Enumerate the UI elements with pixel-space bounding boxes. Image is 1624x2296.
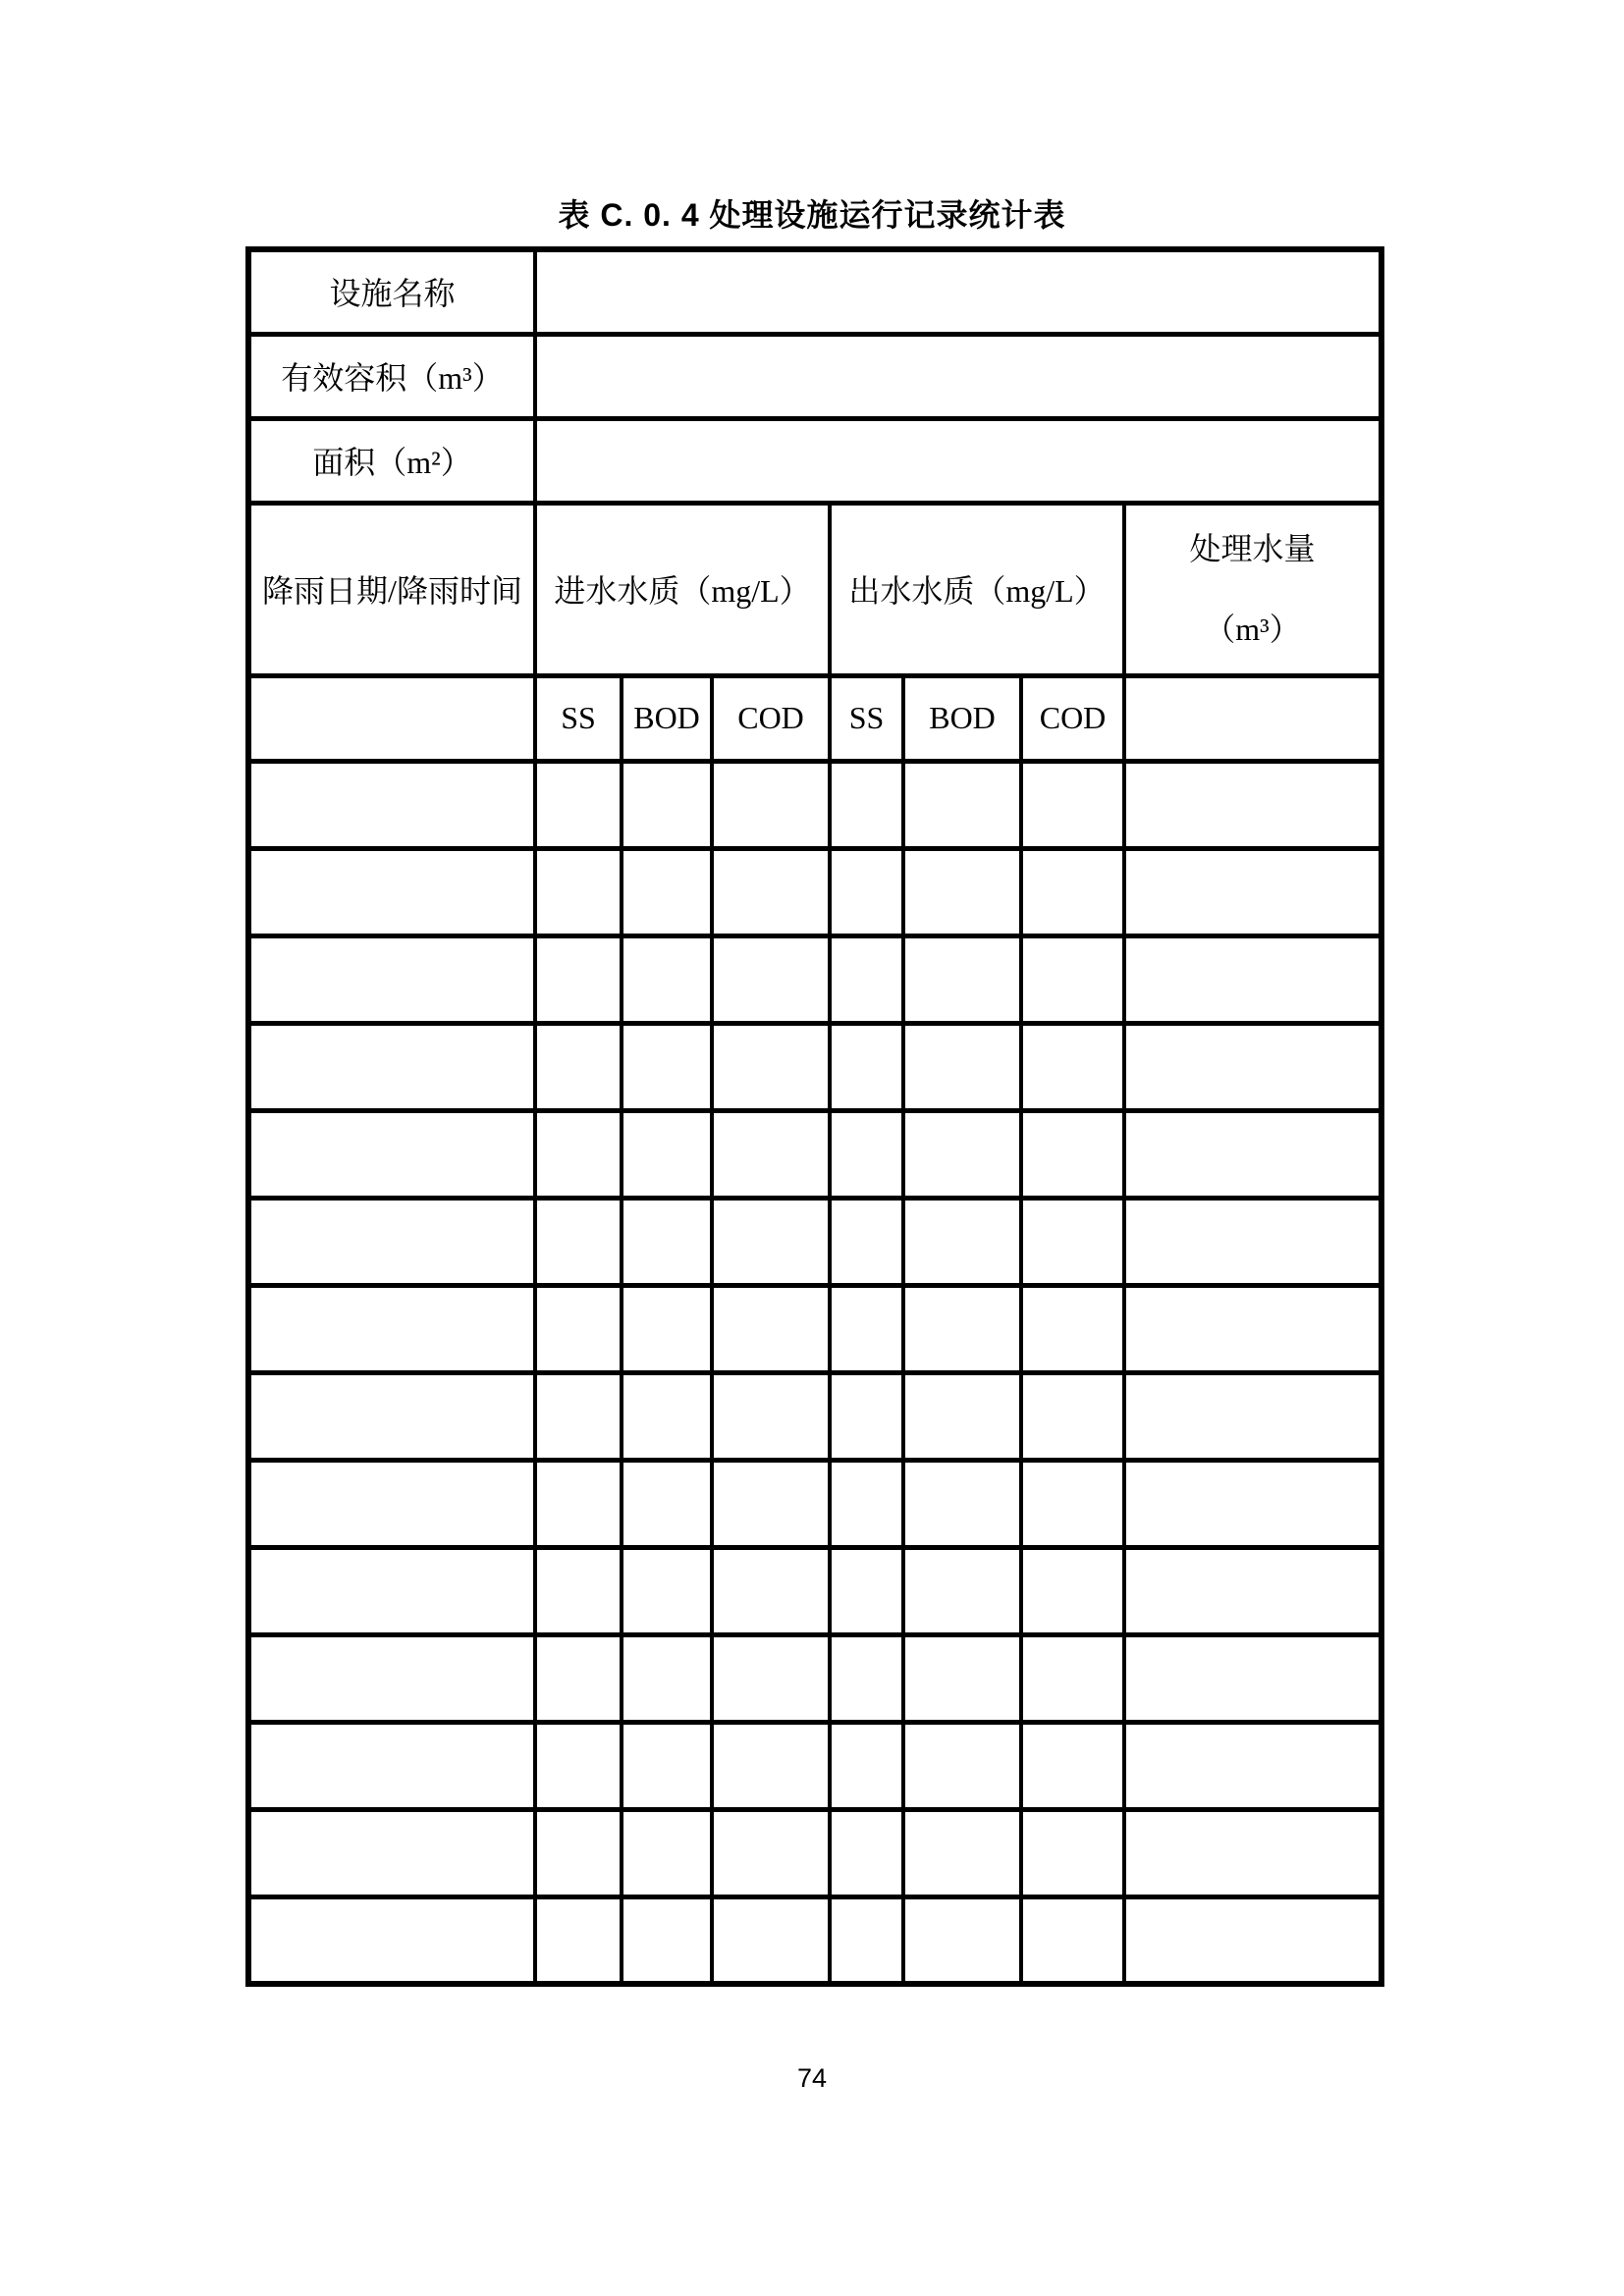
record-cell [1124, 1722, 1381, 1809]
record-cell [1021, 1372, 1124, 1460]
record-row [248, 1896, 1381, 1984]
facility-name-label: 设施名称 [248, 249, 535, 334]
record-cell [622, 1547, 712, 1634]
record-cell [830, 1110, 903, 1198]
record-cell [830, 1285, 903, 1372]
record-cell [1124, 1372, 1381, 1460]
record-cell [903, 1198, 1021, 1285]
record-cell [1021, 1722, 1124, 1809]
record-cell [903, 1460, 1021, 1547]
subheader-influent-cod: COD [712, 675, 830, 761]
record-cell [1124, 1896, 1381, 1984]
record-cell [712, 761, 830, 848]
record-cell [1124, 848, 1381, 935]
record-cell [1124, 1285, 1381, 1372]
record-cell [622, 1634, 712, 1722]
effective-volume-value [535, 334, 1381, 418]
record-cell [248, 848, 535, 935]
record-cell [1124, 761, 1381, 848]
record-cell [1021, 935, 1124, 1023]
record-cell [1124, 1547, 1381, 1634]
rain-date-time-header: 降雨日期/降雨时间 [248, 503, 535, 675]
record-cell [622, 761, 712, 848]
sub-header-row [248, 675, 1381, 761]
record-cell [903, 1372, 1021, 1460]
effective-volume-label: 有效容积（m³） [248, 334, 535, 418]
area-value [535, 418, 1381, 503]
record-cell [535, 761, 622, 848]
record-row [248, 935, 1381, 1023]
record-cell [830, 1372, 903, 1460]
sub-header-volume-empty [1124, 675, 1381, 761]
record-row [248, 1634, 1381, 1722]
subheader-effluent-bod: BOD [903, 675, 1021, 761]
influent-quality-header: 进水水质（mg/L） [535, 503, 830, 675]
record-row [248, 1547, 1381, 1634]
record-cell [1124, 1110, 1381, 1198]
record-cell [248, 1023, 535, 1110]
page-number: 74 [796, 2063, 828, 2093]
record-cell [903, 1285, 1021, 1372]
treated-volume-header-line1: 处理水量 [1189, 531, 1316, 566]
record-cell [1124, 1198, 1381, 1285]
record-row [248, 1372, 1381, 1460]
sub-header-rain-empty [248, 675, 535, 761]
record-cell [1021, 1023, 1124, 1110]
record-cell [1021, 1285, 1124, 1372]
record-cell [1124, 935, 1381, 1023]
treated-volume-header [1124, 503, 1381, 675]
record-cell [712, 1285, 830, 1372]
record-cell [1124, 1460, 1381, 1547]
record-cell [535, 935, 622, 1023]
record-cell [712, 935, 830, 1023]
record-cell [830, 1460, 903, 1547]
subheader-effluent-cod: COD [1021, 675, 1124, 761]
record-cell [248, 1722, 535, 1809]
record-cell [1021, 1634, 1124, 1722]
record-cell [535, 1285, 622, 1372]
record-cell [1124, 1634, 1381, 1722]
effective-volume-row [248, 334, 1381, 418]
record-cell [248, 1460, 535, 1547]
record-cell [1021, 1198, 1124, 1285]
record-cell [1021, 848, 1124, 935]
record-row [248, 1285, 1381, 1372]
record-cell [622, 1285, 712, 1372]
record-cell [830, 1722, 903, 1809]
facility-name-value [535, 249, 1381, 334]
record-cell [712, 1722, 830, 1809]
record-cell [535, 1634, 622, 1722]
record-cell [903, 1722, 1021, 1809]
record-cell [830, 1023, 903, 1110]
record-cell [248, 761, 535, 848]
record-cell [248, 935, 535, 1023]
record-cell [830, 848, 903, 935]
record-cell [830, 1547, 903, 1634]
record-cell [535, 1809, 622, 1896]
record-cell [248, 1372, 535, 1460]
record-cell [535, 1110, 622, 1198]
record-cell [622, 1809, 712, 1896]
effluent-quality-header: 出水水质（mg/L） [830, 503, 1124, 675]
record-cell [903, 1634, 1021, 1722]
record-cell [535, 1460, 622, 1547]
record-row [248, 1023, 1381, 1110]
record-cell [1021, 1896, 1124, 1984]
record-cell [622, 1372, 712, 1460]
record-cell [622, 1023, 712, 1110]
record-cell [535, 1372, 622, 1460]
record-cell [248, 1198, 535, 1285]
record-cell [903, 848, 1021, 935]
subheader-influent-ss: SS [535, 675, 622, 761]
record-cell [622, 1110, 712, 1198]
treatment-record-table [245, 246, 1384, 1987]
info-section [248, 249, 1381, 761]
record-cell [830, 761, 903, 848]
record-cell [622, 1896, 712, 1984]
record-cell [248, 1110, 535, 1198]
record-row [248, 1809, 1381, 1896]
record-cell [535, 848, 622, 935]
subheader-effluent-ss: SS [830, 675, 903, 761]
record-cell [622, 935, 712, 1023]
record-cell [248, 1809, 535, 1896]
treated-volume-header-line2: （m³） [1204, 612, 1301, 647]
subheader-influent-bod: BOD [622, 675, 712, 761]
record-cell [712, 1110, 830, 1198]
record-cell [712, 1372, 830, 1460]
record-cell [1021, 1460, 1124, 1547]
record-cell [712, 848, 830, 935]
record-cell [1124, 1809, 1381, 1896]
record-cell [622, 1198, 712, 1285]
record-cell [248, 1896, 535, 1984]
record-cell [903, 1110, 1021, 1198]
record-cell [535, 1896, 622, 1984]
record-cell [1021, 761, 1124, 848]
record-cell [1021, 1809, 1124, 1896]
record-cell [903, 1023, 1021, 1110]
record-cell [248, 1547, 535, 1634]
record-cell [535, 1722, 622, 1809]
facility-name-row [248, 249, 1381, 334]
record-cell [830, 1198, 903, 1285]
empty-record-rows [248, 761, 1381, 1984]
record-row [248, 761, 1381, 848]
record-cell [248, 1285, 535, 1372]
record-cell [1021, 1547, 1124, 1634]
record-cell [712, 1809, 830, 1896]
record-cell [622, 1460, 712, 1547]
record-cell [712, 1023, 830, 1110]
record-cell [830, 1896, 903, 1984]
record-cell [712, 1896, 830, 1984]
record-row [248, 1722, 1381, 1809]
record-row [248, 1198, 1381, 1285]
record-cell [903, 761, 1021, 848]
record-cell [903, 1896, 1021, 1984]
record-cell [712, 1198, 830, 1285]
group-header-row [248, 503, 1381, 675]
record-cell [622, 848, 712, 935]
record-cell [712, 1634, 830, 1722]
record-cell [830, 1634, 903, 1722]
record-row [248, 848, 1381, 935]
record-cell [248, 1634, 535, 1722]
record-cell [712, 1547, 830, 1634]
area-row [248, 418, 1381, 503]
record-row [248, 1460, 1381, 1547]
record-cell [903, 1547, 1021, 1634]
record-cell [712, 1460, 830, 1547]
area-label: 面积（m²） [248, 418, 535, 503]
record-cell [830, 935, 903, 1023]
record-cell [903, 1809, 1021, 1896]
record-cell [1124, 1023, 1381, 1110]
record-row [248, 1110, 1381, 1198]
record-cell [1021, 1110, 1124, 1198]
record-cell [903, 935, 1021, 1023]
record-cell [535, 1023, 622, 1110]
record-cell [535, 1198, 622, 1285]
record-cell [830, 1809, 903, 1896]
record-cell [535, 1547, 622, 1634]
table-title: 表 C. 0. 4 处理设施运行记录统计表 [558, 197, 1066, 233]
record-cell [622, 1722, 712, 1809]
